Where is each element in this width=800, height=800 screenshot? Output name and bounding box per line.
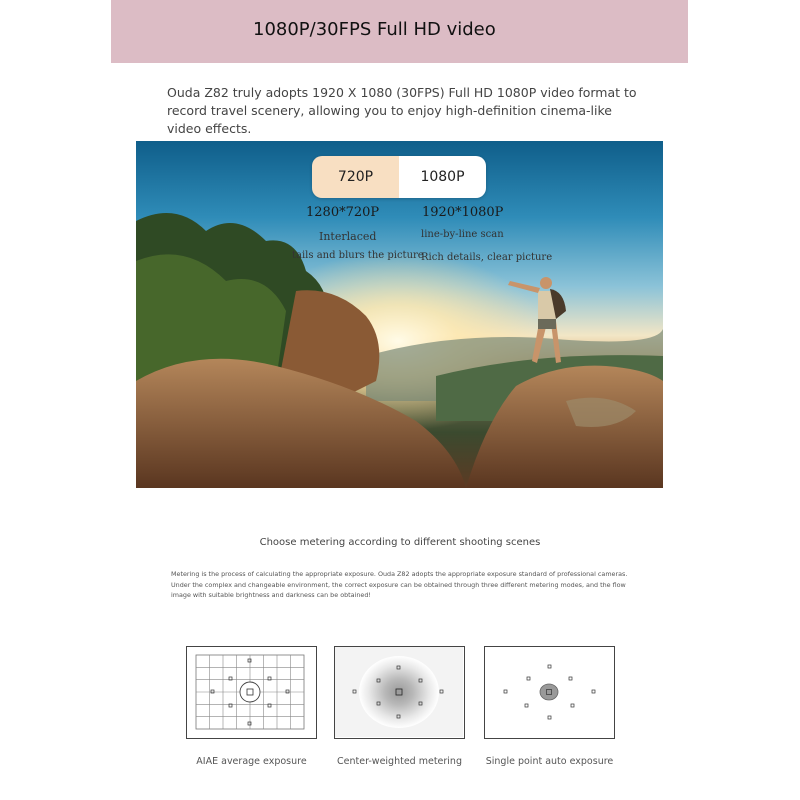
header-banner [111, 0, 688, 63]
center-weighted-metering-label: Center-weighted metering [337, 756, 462, 767]
resolution-1080: 1920*1080P [422, 205, 504, 220]
note-1080: Rich details, clear picture [421, 252, 553, 263]
spot-metering-icon [484, 646, 615, 739]
average-metering-label: AIAE average exposure [196, 756, 307, 767]
scan-1080: line-by-line scan [421, 229, 504, 240]
hiker-photo [136, 141, 663, 488]
spot-metering-label: Single point auto exposure [485, 756, 614, 767]
scan-720: Interlaced [319, 230, 377, 243]
resolution-720: 1280*720P [306, 205, 380, 220]
average-metering-icon [186, 646, 317, 739]
metering-description: Metering is the process of calculating the appropriate exposure. Ouda Z82 adopts the appropriate exposure standard of professional cameras. Under the complex and changeable environment, the correct exposure can be obtained through three different metering modes, and the flow image with suitable brightness and darkness can be obtained! [171, 570, 628, 599]
resolution-toggle [312, 156, 486, 198]
center-weighted-metering-icon [334, 646, 465, 739]
header-title: 1080P/30FPS Full HD video [253, 19, 496, 40]
note-720: tails and blurs the picture [292, 250, 424, 261]
intro-paragraph: Ouda Z82 truly adopts 1920 X 1080 (30FPS) Full HD 1080P video format to record travel scenery, allowing you to enjoy high-definition cinema-like video effects. [167, 85, 637, 136]
tab-1080p: 1080P [399, 156, 486, 198]
metering-title: Choose metering according to different shooting scenes [259, 537, 541, 548]
tab-720p: 720P [312, 156, 399, 198]
